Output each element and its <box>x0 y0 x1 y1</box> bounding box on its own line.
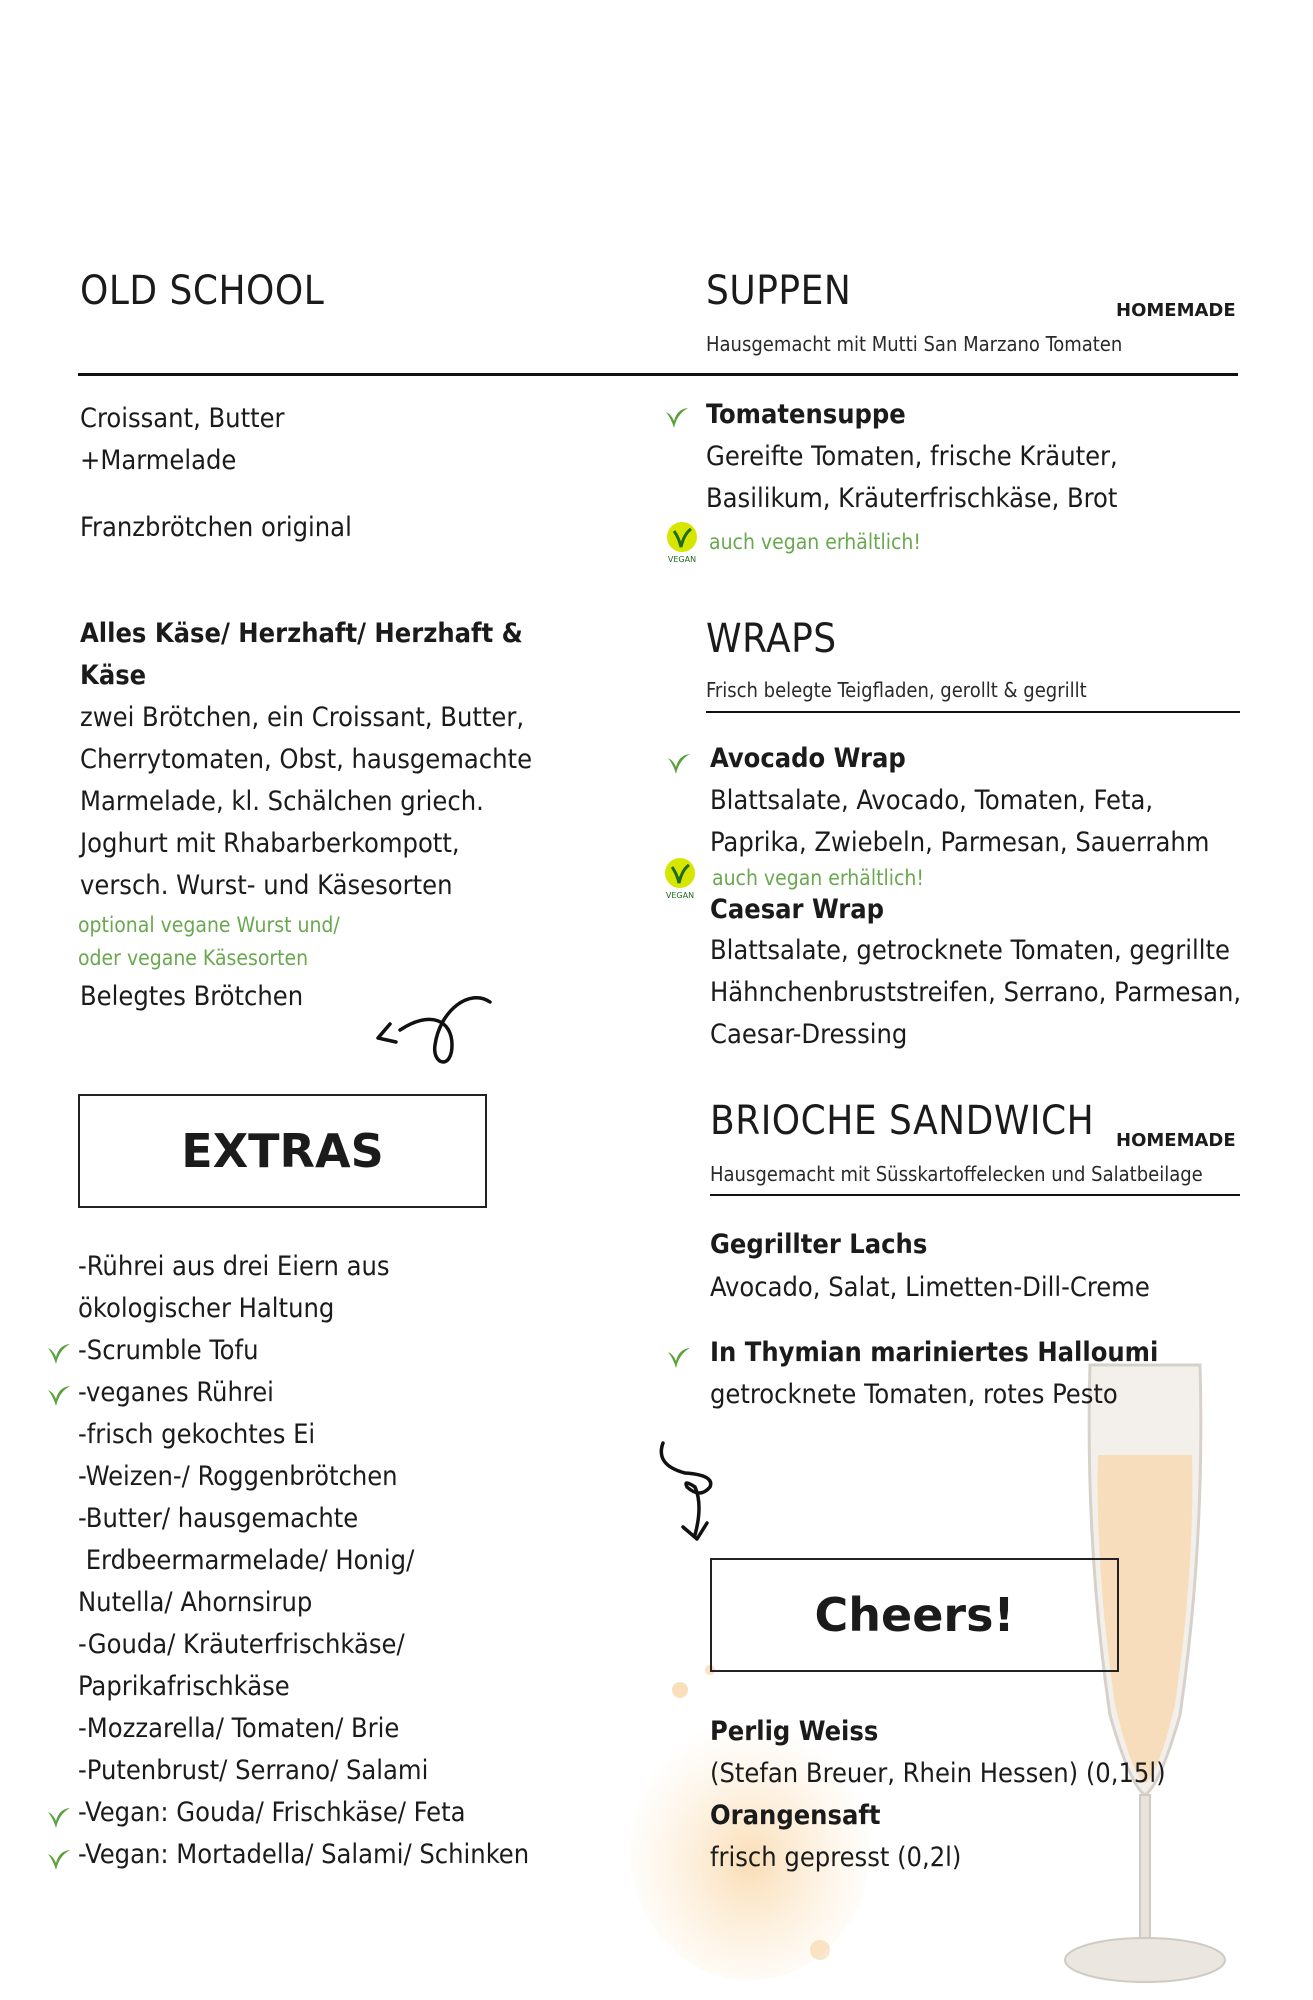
leaf-icon <box>44 1340 72 1368</box>
tomatensuppe-name: Tomatensuppe <box>706 399 906 430</box>
leaf-icon <box>44 1804 72 1832</box>
extras-item: -Gouda/ Kräuterfrischkäse/ <box>78 1629 405 1660</box>
svg-text:VEGAN: VEGAN <box>665 891 695 900</box>
suppen-title: SUPPEN <box>706 268 852 314</box>
brioche-title: BRIOCHE SANDWICH <box>710 1098 1095 1144</box>
croissant-marmelade: +Marmelade <box>80 445 237 476</box>
champagne-glass-illustration <box>1050 1345 1240 2000</box>
leaf-icon <box>44 1846 72 1874</box>
brioche-subtitle: Hausgemacht mit Süsskartoffelecken und Salatbeilage <box>710 1162 1203 1186</box>
wraps-divider <box>706 711 1240 713</box>
orangensaft-name: Orangensaft <box>710 1800 881 1831</box>
old-school-title: OLD SCHOOL <box>80 268 325 314</box>
caesar-wrap-desc: Hähnchenbruststreifen, Serrano, Parmesan, <box>710 977 1242 1008</box>
cheers-title: Cheers! <box>814 1588 1015 1642</box>
extras-item: -Butter/ hausgemachte <box>78 1503 359 1534</box>
caesar-wrap-name: Caesar Wrap <box>710 894 885 925</box>
extras-item: -veganes Rührei <box>78 1377 274 1408</box>
leaf-icon <box>664 1344 692 1372</box>
wraps-title: WRAPS <box>706 616 837 662</box>
extras-item: -Rührei aus drei Eiern aus <box>78 1251 390 1282</box>
orangensaft-desc: frisch gepresst (0,2l) <box>710 1842 962 1873</box>
header-divider <box>78 373 1238 376</box>
avocado-wrap-desc: Blattsalate, Avocado, Tomaten, Feta, <box>710 785 1154 816</box>
leaf-icon <box>44 1382 72 1410</box>
croissant-item: Croissant, Butter <box>80 403 285 434</box>
caesar-wrap-desc: Blattsalate, getrocknete Tomaten, gegrillte <box>710 935 1230 966</box>
combo-title-2: Käse <box>80 660 147 691</box>
arrow-doodle-icon <box>655 1435 735 1545</box>
combo-desc-line: versch. Wurst- und Käsesorten <box>80 870 453 901</box>
extras-item: -Weizen-/ Roggenbrötchen <box>78 1461 398 1492</box>
extras-item: Erdbeermarmelade/ Honig/ <box>78 1545 415 1576</box>
homemade-tag: HOMEMADE <box>1116 300 1236 321</box>
caesar-wrap-desc: Caesar-Dressing <box>710 1019 908 1050</box>
suppen-subtitle: Hausgemacht mit Mutti San Marzano Tomaten <box>706 332 1123 356</box>
extras-item: ökologischer Haltung <box>78 1293 335 1324</box>
leaf-icon <box>664 750 692 778</box>
vegan-option-note: optional vegane Wurst und/ <box>78 913 340 937</box>
extras-list <box>78 1246 529 1876</box>
halloumi-desc: getrocknete Tomaten, rotes Pesto <box>710 1379 1118 1410</box>
brioche-divider <box>710 1194 1240 1196</box>
cheers-box <box>710 1558 1119 1672</box>
extras-box <box>78 1094 487 1208</box>
vegan-badge-icon <box>662 856 698 900</box>
lachs-name: Gegrillter Lachs <box>710 1229 928 1260</box>
tomatensuppe-desc: Basilikum, Kräuterfrischkäse, Brot <box>706 483 1118 514</box>
combo-title: Alles Käse/ Herzhaft/ Herzhaft & <box>80 618 523 649</box>
extras-item: -Scrumble Tofu <box>78 1335 259 1366</box>
leaf-icon <box>662 404 690 432</box>
extras-title: EXTRAS <box>181 1124 384 1178</box>
perlig-weiss-name: Perlig Weiss <box>710 1716 879 1747</box>
extras-item: -Vegan: Gouda/ Frischkäse/ Feta <box>78 1797 466 1828</box>
avocado-wrap-desc: Paprika, Zwiebeln, Parmesan, Sauerrahm <box>710 827 1210 858</box>
halloumi-name: In Thymian mariniertes Halloumi <box>710 1337 1159 1368</box>
combo-desc-line: Cherrytomaten, Obst, hausgemachte <box>80 744 533 775</box>
lachs-desc: Avocado, Salat, Limetten-Dill-Creme <box>710 1272 1150 1303</box>
svg-text:VEGAN: VEGAN <box>667 555 697 564</box>
extras-item: -Mozzarella/ Tomaten/ Brie <box>78 1713 400 1744</box>
vegan-available-note: auch vegan erhältlich! <box>709 530 921 554</box>
franzbroetchen-item: Franzbrötchen original <box>80 512 352 543</box>
extras-item: -Putenbrust/ Serrano/ Salami <box>78 1755 429 1786</box>
arrow-doodle-icon <box>370 990 500 1070</box>
combo-desc-line: Marmelade, kl. Schälchen griech. <box>80 786 484 817</box>
wraps-subtitle: Frisch belegte Teigfladen, gerollt & gegrillt <box>706 678 1087 702</box>
homemade-tag: HOMEMADE <box>1116 1130 1236 1151</box>
extras-item: -frisch gekochtes Ei <box>78 1419 316 1450</box>
tomatensuppe-desc: Gereifte Tomaten, frische Kräuter, <box>706 441 1118 472</box>
avocado-wrap-name: Avocado Wrap <box>710 743 906 774</box>
extras-item: -Vegan: Mortadella/ Salami/ Schinken <box>78 1839 530 1870</box>
extras-item: Nutella/ Ahornsirup <box>78 1587 313 1618</box>
vegan-available-note: auch vegan erhältlich! <box>712 866 924 890</box>
combo-desc-line: Joghurt mit Rhabarberkompott, <box>80 828 460 859</box>
belegtes-broetchen-item: Belegtes Brötchen <box>80 981 304 1012</box>
combo-desc-line: zwei Brötchen, ein Croissant, Butter, <box>80 702 525 733</box>
perlig-weiss-desc: (Stefan Breuer, Rhein Hessen) (0,15l) <box>710 1758 1166 1789</box>
extras-item: Paprikafrischkäse <box>78 1671 290 1702</box>
vegan-badge-icon <box>664 520 700 564</box>
vegan-option-note: oder vegane Käsesorten <box>78 946 309 970</box>
